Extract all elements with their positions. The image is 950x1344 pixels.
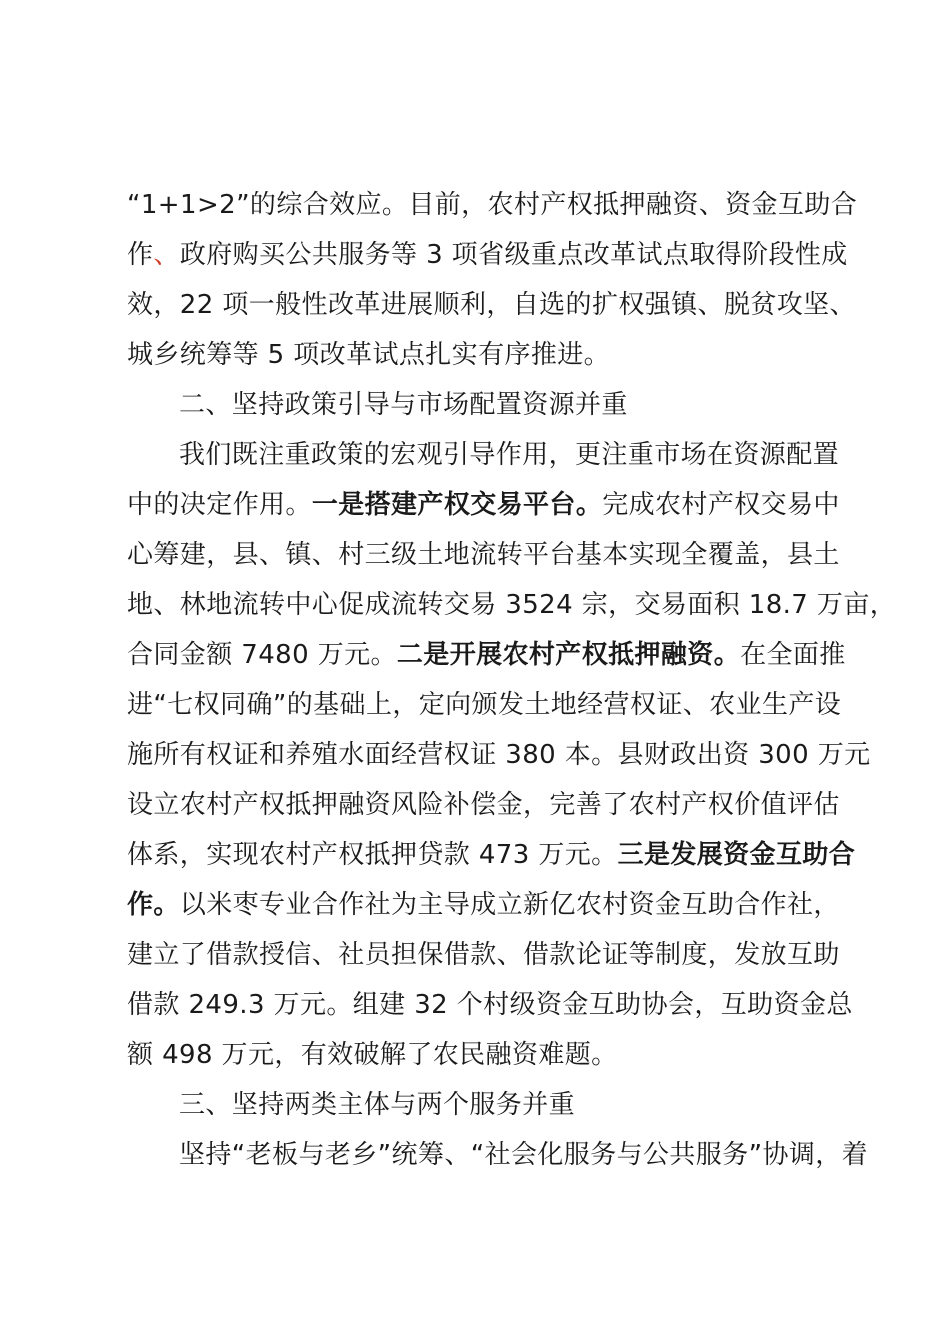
text-run: 体系，实现农村产权抵押贷款 473 万元。 bbox=[127, 840, 618, 870]
text-run: 施所有权证和养殖水面经营权证 380 本。县财政出资 300 万元 bbox=[127, 740, 871, 770]
bold-run: 二是开展农村产权抵押融资。 bbox=[396, 640, 741, 670]
text-run: 坚持“老板与老乡”统筹、“社会化服务与公共服务”协调，着 bbox=[179, 1140, 869, 1170]
text-run: 城乡统筹等 5 项改革试点扎实有序推进。 bbox=[127, 340, 611, 370]
paragraph-line-3 bbox=[127, 288, 856, 322]
paragraph-line-15 bbox=[127, 938, 840, 972]
text-run: 借款 249.3 万元。组建 32 个村级资金互助协会，互助资金总 bbox=[127, 990, 853, 1020]
paragraph-line-12 bbox=[127, 788, 840, 822]
paragraph-line-11 bbox=[127, 738, 871, 772]
text-run: 心筹建，县、镇、村三级土地流转平台基本实现全覆盖，县土 bbox=[127, 540, 840, 570]
heading-text: 三、坚持两类主体与两个服务并重 bbox=[179, 1090, 576, 1120]
section-heading-3 bbox=[179, 1088, 575, 1122]
bold-run: 作。 bbox=[127, 890, 180, 920]
paragraph-line-14 bbox=[127, 888, 840, 922]
bold-run: 一是搭建产权交易平台。 bbox=[311, 490, 603, 520]
text-run: 政府购买公共服务等 3 项省级重点改革试点取得阶段性成 bbox=[179, 240, 848, 270]
heading-text: 二、坚持政策引导与市场配置资源并重 bbox=[179, 390, 628, 420]
paragraph-line-1 bbox=[127, 188, 857, 222]
paragraph-line-13 bbox=[127, 838, 855, 872]
paragraph-line-18 bbox=[179, 1138, 868, 1172]
paragraph-line-9 bbox=[127, 638, 846, 672]
text-run: 建立了借款授信、社员担保借款、借款论证等制度，发放互助 bbox=[127, 940, 840, 970]
text-run: 设立农村产权抵押融资风险补偿金，完善了农村产权价值评估 bbox=[127, 790, 840, 820]
paragraph-line-6 bbox=[127, 488, 840, 522]
paragraph-line-4 bbox=[127, 338, 610, 372]
paragraph-line-8 bbox=[127, 588, 896, 622]
paragraph-line-2 bbox=[127, 238, 848, 272]
text-run: 中的决定作用。 bbox=[127, 490, 312, 520]
text-run: “1+1>2”的综合效应。目前，农村产权抵押融资、资金互助合 bbox=[127, 190, 858, 220]
paragraph-line-10 bbox=[127, 688, 841, 722]
highlighted-comma: 、 bbox=[153, 240, 180, 270]
text-run: 以米枣专业合作社为主导成立新亿农村资金互助合作社， bbox=[179, 890, 840, 920]
text-run: 在全面推 bbox=[740, 640, 846, 670]
text-run: 我们既注重政策的宏观引导作用，更注重市场在资源配置 bbox=[179, 440, 840, 470]
text-run: 完成农村产权交易中 bbox=[602, 490, 840, 520]
paragraph-line-5 bbox=[179, 438, 839, 472]
section-heading-2 bbox=[179, 388, 628, 422]
paragraph-line-16 bbox=[127, 988, 853, 1022]
text-run: 进“七权同确”的基础上，定向颁发土地经营权证、农业生产设 bbox=[127, 690, 842, 720]
text-run: 合同金额 7480 万元。 bbox=[127, 640, 397, 670]
text-run: 效，22 项一般性改革进展顺利，自选的扩权强镇、脱贫攻坚、 bbox=[127, 290, 856, 320]
paragraph-line-7 bbox=[127, 538, 840, 572]
paragraph-line-17 bbox=[127, 1038, 618, 1072]
text-run: 地、林地流转中心促成流转交易 3524 宗，交易面积 18.7 万亩， bbox=[127, 590, 897, 620]
text-run: 额 498 万元，有效破解了农民融资难题。 bbox=[127, 1040, 618, 1070]
text-run: 作 bbox=[127, 240, 154, 270]
bold-run: 三是发展资金互助合 bbox=[617, 840, 856, 870]
